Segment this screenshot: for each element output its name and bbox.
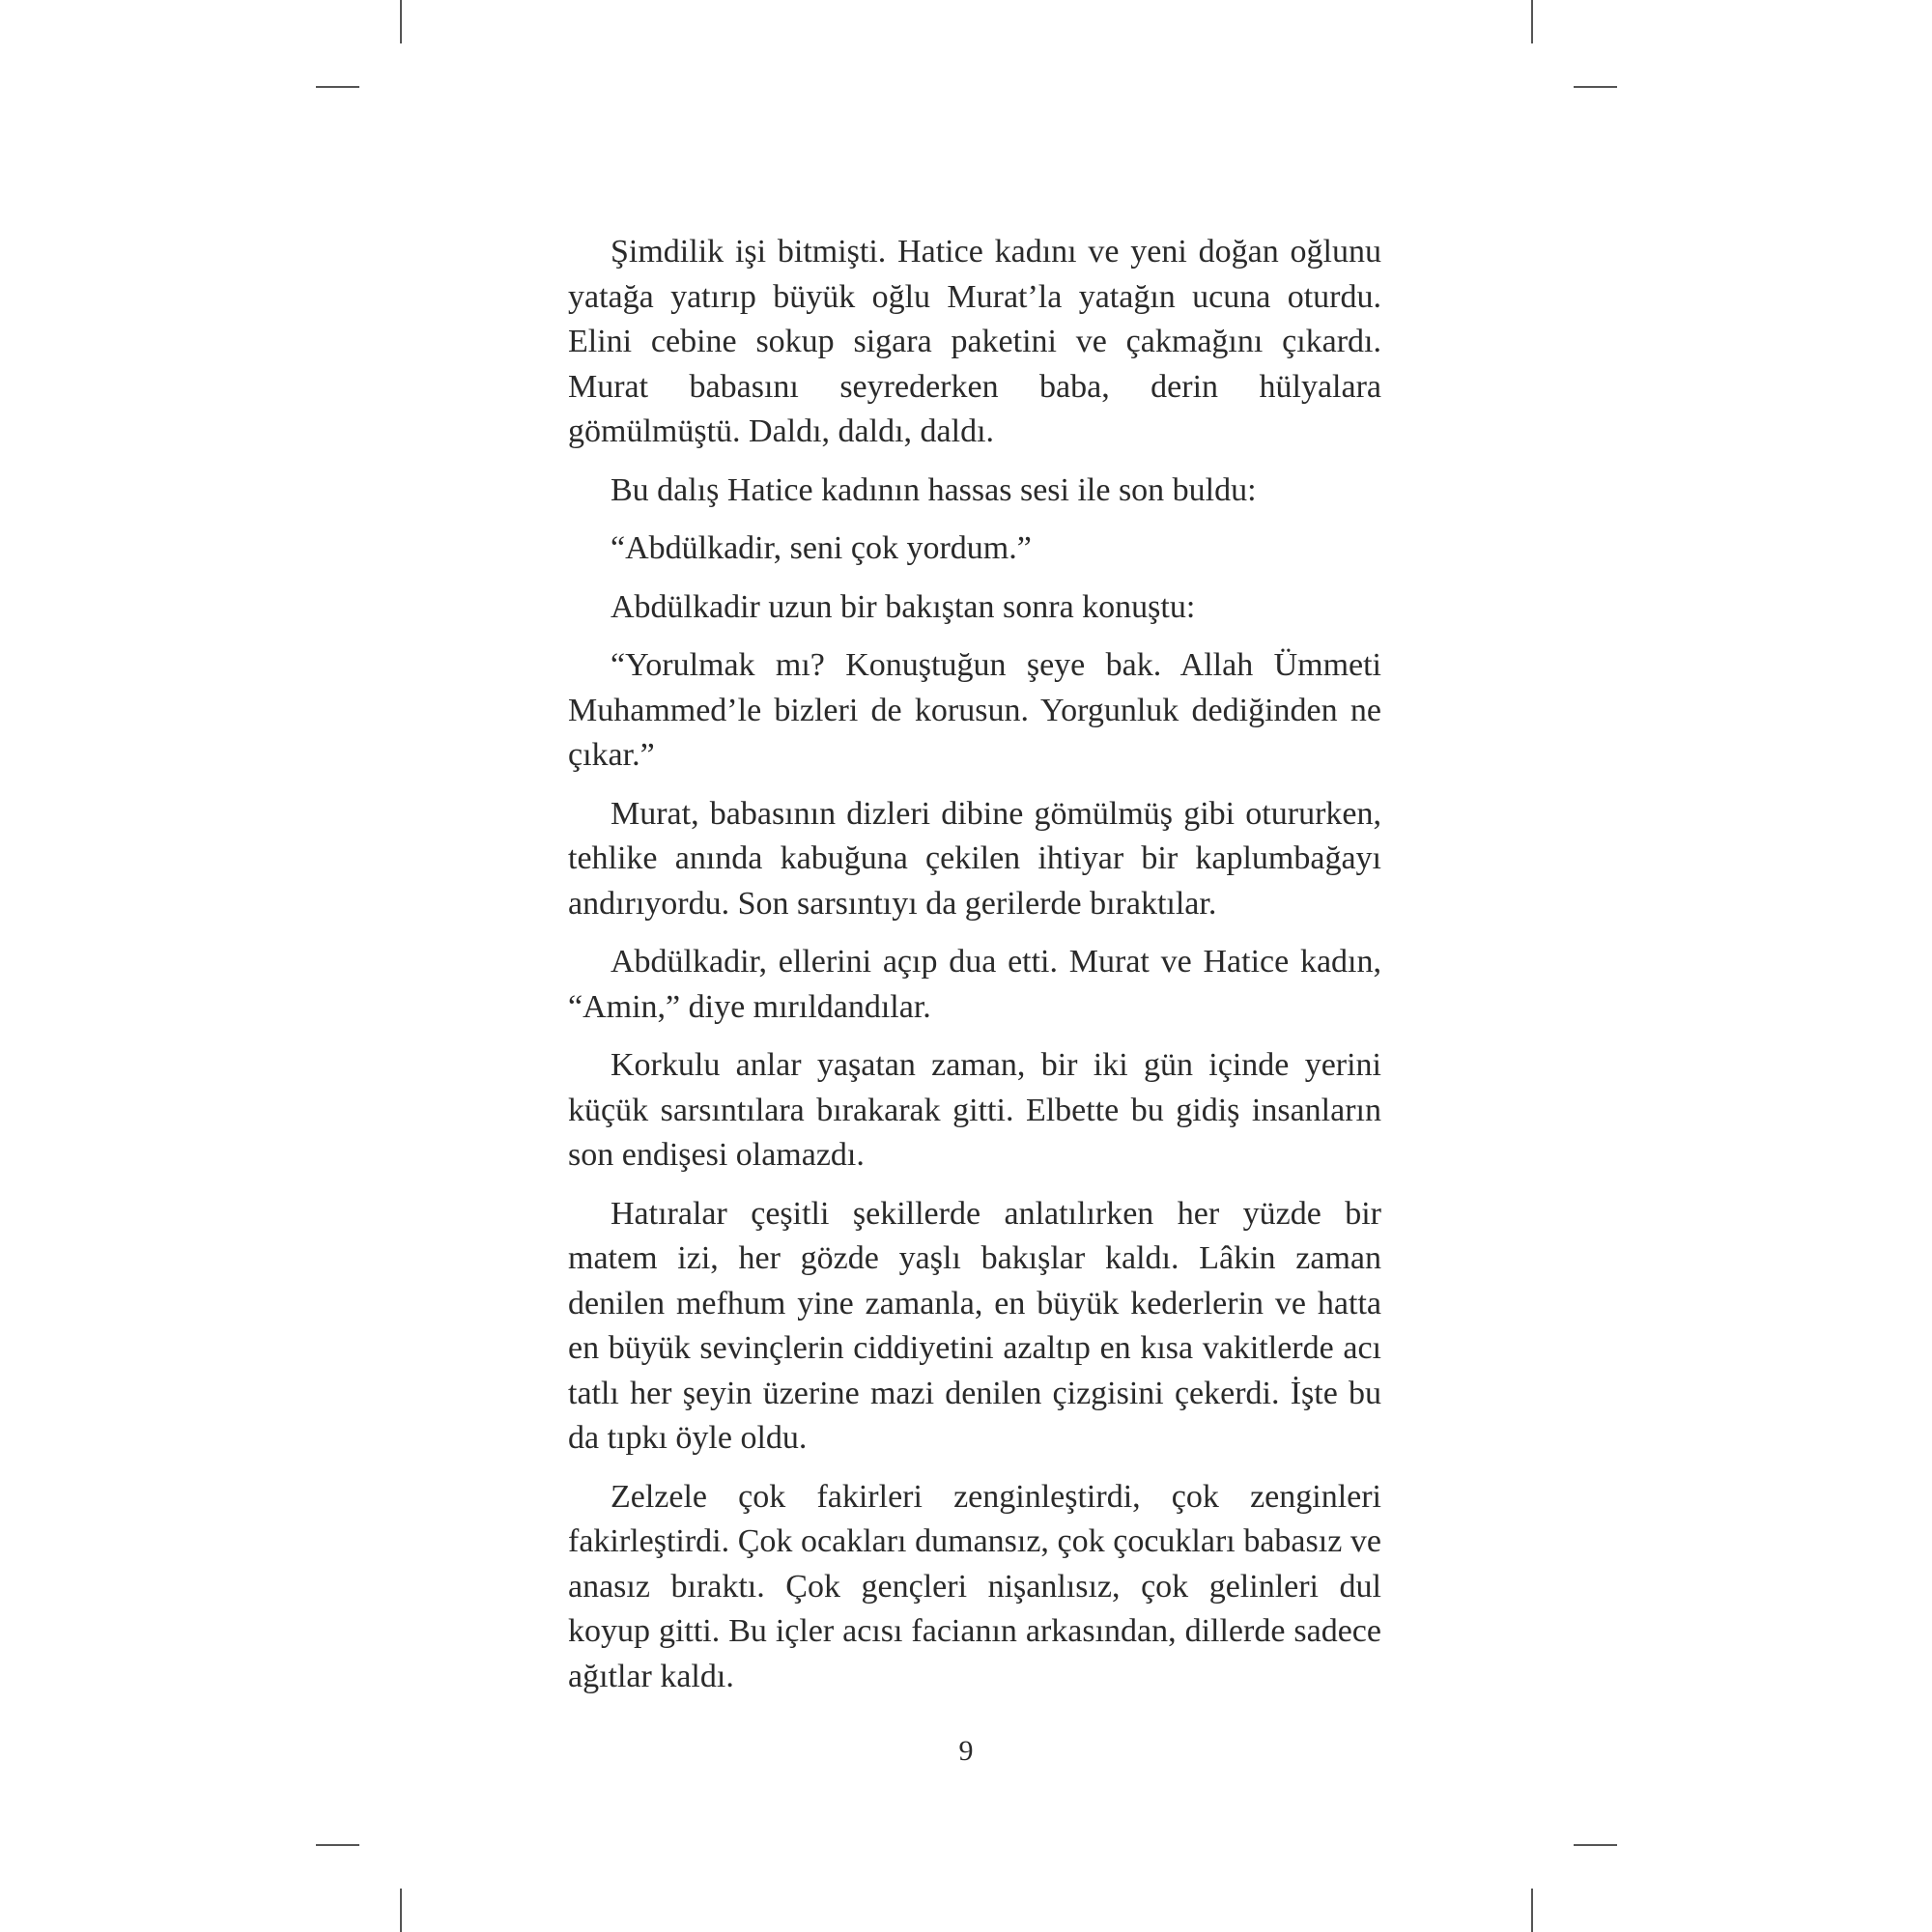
crop-mark-bottom-right-horizontal	[1574, 1844, 1617, 1846]
crop-mark-top-right-horizontal	[1574, 86, 1617, 88]
paragraph-5: “Yorulmak mı? Konuştuğun şeye bak. Allah Ümmeti Muhammed’le bizleri de korusun. Yorgunluk dediğinden ne çıkar.”	[568, 647, 1381, 773]
page-body	[568, 230, 1381, 1713]
paragraph-6: Murat, babasının dizleri dibine gömülmüş gibi otururken, tehlike anında kabuğuna çekilen ihtiyar bir kaplumbağayı andırıyordu. Son sarsıntıyı da gerilerde bıraktılar.	[568, 795, 1381, 922]
crop-mark-top-right-vertical	[1531, 0, 1533, 43]
paragraph-3: “Abdülkadir, seni çok yordum.”	[611, 530, 1032, 566]
paragraph-2: Bu dalış Hatice kadının hassas sesi ile son buldu:	[611, 471, 1257, 508]
paragraph-10: Zelzele çok fakirleri zenginleştirdi, çok zenginleri fakirleştirdi. Çok ocakları dumansız, çok çocukları babasız ve anasız bıraktı. Çok gençleri nişanlısız, çok gelinleri dul koyup gitti. Bu içler acısı facianın arkasından, dillerde sadece ağıtlar kaldı.	[568, 1478, 1381, 1694]
paragraph-1: Şimdilik işi bitmişti. Hatice kadını ve yeni doğan oğlunu yatağa yatırıp büyük oğlu Murat’la yatağın ucuna oturdu. Elini cebine sokup sigara paketini ve çakmağını çıkardı. Murat babasını seyrederken baba, derin hülyalara gömülmüştü. Daldı, daldı, daldı.	[568, 234, 1381, 449]
paragraph-7: Abdülkadir, ellerini açıp dua etti. Murat ve Hatice kadın, “Amin,” diye mırıldandılar.	[568, 944, 1381, 1025]
page-number: 9	[958, 1735, 974, 1767]
crop-mark-top-left-vertical	[400, 0, 402, 43]
crop-mark-bottom-left-horizontal	[316, 1844, 359, 1846]
paragraph-9: Hatıralar çeşitli şekillerde anlatılırken her yüzde bir matem izi, her gözde yaşlı bakışlar kaldı. Lâkin zaman denilen mefhum yine zamanla, en büyük kederlerin ve hatta en büyük sevinçlerin ciddiyetini azaltıp en kısa vakitlerde acı tatlı her şeyin üzerine mazi denilen çizgisini çekerdi. İşte bu da tıpkı öyle oldu.	[568, 1195, 1381, 1456]
paragraph-4: Abdülkadir uzun bir bakıştan sonra konuştu:	[611, 588, 1196, 625]
crop-mark-bottom-right-vertical	[1531, 1889, 1533, 1932]
paragraph-8: Korkulu anlar yaşatan zaman, bir iki gün içinde yerini küçük sarsıntılara bırakarak gitti. Elbette bu gidiş insanların son endişesi olamazdı.	[568, 1047, 1381, 1173]
crop-mark-top-left-horizontal	[316, 86, 359, 88]
crop-mark-bottom-left-vertical	[400, 1889, 402, 1932]
